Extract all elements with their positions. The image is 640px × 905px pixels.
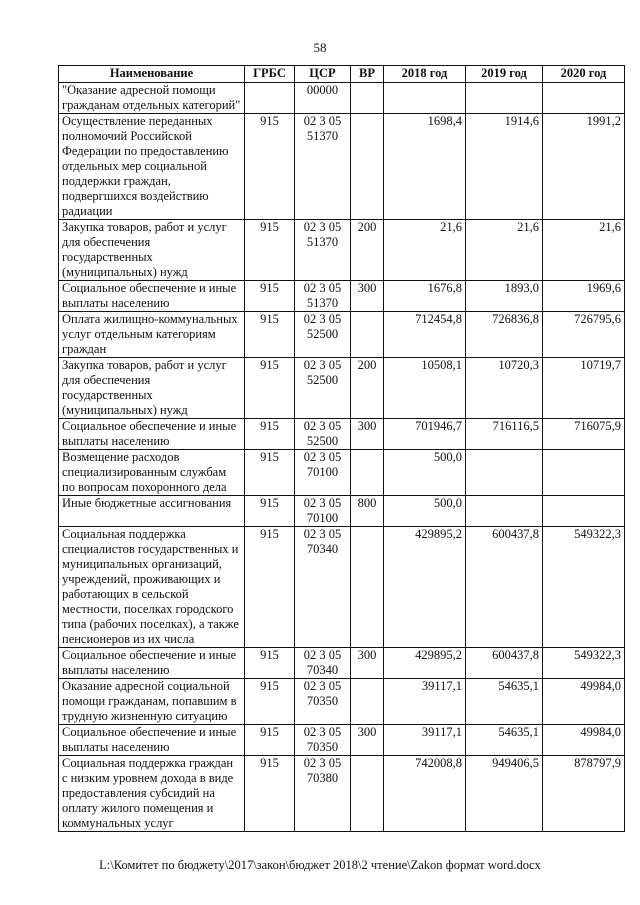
cell-y2020: 549322,3 <box>543 527 625 648</box>
cell-csr: 02 3 05 70100 <box>295 496 351 527</box>
table-row <box>59 312 625 358</box>
cell-csr: 02 3 05 70350 <box>295 679 351 725</box>
table-row <box>59 281 625 312</box>
cell-y2019: 949406,5 <box>466 756 543 832</box>
cell-vr <box>351 450 384 496</box>
cell-y2020: 49984,0 <box>543 679 625 725</box>
cell-csr: 02 3 05 70380 <box>295 756 351 832</box>
cell-grbs: 915 <box>245 220 295 281</box>
table-row <box>59 450 625 496</box>
cell-y2020: 726795,6 <box>543 312 625 358</box>
cell-grbs: 915 <box>245 527 295 648</box>
cell-y2019 <box>466 496 543 527</box>
table-row <box>59 220 625 281</box>
header-vr: ВР <box>351 66 384 83</box>
cell-name: Возмещение расходов специализированным службам по вопросам похоронного дела <box>59 450 245 496</box>
header-2019: 2019 год <box>466 66 543 83</box>
cell-csr: 00000 <box>295 83 351 114</box>
cell-vr: 300 <box>351 419 384 450</box>
cell-csr: 02 3 05 52500 <box>295 312 351 358</box>
cell-y2020 <box>543 450 625 496</box>
cell-vr <box>351 312 384 358</box>
cell-y2019 <box>466 83 543 114</box>
cell-csr: 02 3 05 51370 <box>295 220 351 281</box>
cell-y2019: 1893,0 <box>466 281 543 312</box>
cell-grbs: 915 <box>245 312 295 358</box>
table-row <box>59 679 625 725</box>
cell-vr: 800 <box>351 496 384 527</box>
cell-csr: 02 3 05 51370 <box>295 281 351 312</box>
cell-y2020: 1969,6 <box>543 281 625 312</box>
cell-vr <box>351 756 384 832</box>
cell-csr: 02 3 05 52500 <box>295 419 351 450</box>
table-row <box>59 756 625 832</box>
cell-name: Социальное обеспечение и иные выплаты населению <box>59 281 245 312</box>
cell-name: Социальная поддержка граждан с низким уровнем дохода в виде предоставления субсидий на оплату жилого помещения и коммунальных услуг <box>59 756 245 832</box>
cell-name: Осуществление переданных полномочий Российской Федерации по предоставлению отдельных мер социальной поддержки граждан, подвергшихся воздействию радиации <box>59 114 245 220</box>
cell-y2019: 600437,8 <box>466 527 543 648</box>
cell-y2018: 1676,8 <box>384 281 466 312</box>
cell-y2020: 10719,7 <box>543 358 625 419</box>
cell-name: Иные бюджетные ассигнования <box>59 496 245 527</box>
cell-y2018: 429895,2 <box>384 648 466 679</box>
cell-y2020: 549322,3 <box>543 648 625 679</box>
cell-name: Оплата жилищно-коммунальных услуг отдельным категориям граждан <box>59 312 245 358</box>
cell-vr: 300 <box>351 281 384 312</box>
cell-y2018: 39117,1 <box>384 679 466 725</box>
cell-csr: 02 3 05 70350 <box>295 725 351 756</box>
cell-y2020: 21,6 <box>543 220 625 281</box>
cell-y2018: 712454,8 <box>384 312 466 358</box>
cell-y2019: 54635,1 <box>466 679 543 725</box>
cell-vr: 300 <box>351 725 384 756</box>
cell-name: Закупка товаров, работ и услуг для обеспечения государственных (муниципальных) нужд <box>59 358 245 419</box>
cell-y2018: 500,0 <box>384 450 466 496</box>
cell-y2019: 21,6 <box>466 220 543 281</box>
header-csr: ЦСР <box>295 66 351 83</box>
cell-y2019 <box>466 450 543 496</box>
cell-grbs: 915 <box>245 679 295 725</box>
cell-y2018: 21,6 <box>384 220 466 281</box>
budget-table <box>58 65 625 832</box>
cell-vr: 200 <box>351 358 384 419</box>
cell-csr: 02 3 05 70100 <box>295 450 351 496</box>
cell-vr <box>351 114 384 220</box>
cell-y2018: 1698,4 <box>384 114 466 220</box>
table-row <box>59 83 625 114</box>
cell-vr: 300 <box>351 648 384 679</box>
cell-grbs: 915 <box>245 450 295 496</box>
table-row <box>59 527 625 648</box>
cell-vr <box>351 527 384 648</box>
table-row <box>59 419 625 450</box>
cell-y2019: 716116,5 <box>466 419 543 450</box>
cell-vr <box>351 679 384 725</box>
cell-name: Социальная поддержка специалистов государственных и муниципальных организаций, учреждений, проживающих и работающих в сельской местности, поселках городского типа (рабочих поселках), а также пенсионеров из их числа <box>59 527 245 648</box>
cell-grbs: 915 <box>245 114 295 220</box>
cell-grbs: 915 <box>245 358 295 419</box>
page-number: 58 <box>313 40 327 55</box>
table-row <box>59 496 625 527</box>
cell-name: Социальное обеспечение и иные выплаты населению <box>59 419 245 450</box>
cell-y2018: 500,0 <box>384 496 466 527</box>
cell-y2019: 54635,1 <box>466 725 543 756</box>
cell-name: Закупка товаров, работ и услуг для обеспечения государственных (муниципальных) нужд <box>59 220 245 281</box>
cell-y2018: 429895,2 <box>384 527 466 648</box>
cell-y2018: 742008,8 <box>384 756 466 832</box>
header-grbs: ГРБС <box>245 66 295 83</box>
cell-y2018: 10508,1 <box>384 358 466 419</box>
cell-grbs: 915 <box>245 756 295 832</box>
cell-y2020: 878797,9 <box>543 756 625 832</box>
cell-y2020: 1991,2 <box>543 114 625 220</box>
cell-grbs <box>245 83 295 114</box>
header-2018: 2018 год <box>384 66 466 83</box>
cell-grbs: 915 <box>245 648 295 679</box>
cell-y2020 <box>543 83 625 114</box>
table-row <box>59 648 625 679</box>
header-2020: 2020 год <box>543 66 625 83</box>
cell-grbs: 915 <box>245 281 295 312</box>
cell-name: "Оказание адресной помощи гражданам отдельных категорий" <box>59 83 245 114</box>
cell-grbs: 915 <box>245 496 295 527</box>
cell-y2018: 701946,7 <box>384 419 466 450</box>
table-row <box>59 114 625 220</box>
cell-name: Социальное обеспечение и иные выплаты населению <box>59 648 245 679</box>
cell-vr <box>351 83 384 114</box>
cell-y2018: 39117,1 <box>384 725 466 756</box>
cell-vr: 200 <box>351 220 384 281</box>
table-header-row <box>59 66 625 83</box>
cell-y2020: 716075,9 <box>543 419 625 450</box>
cell-name: Оказание адресной социальной помощи гражданам, попавшим в трудную жизненную ситуацию <box>59 679 245 725</box>
table-row <box>59 358 625 419</box>
cell-y2019: 600437,8 <box>466 648 543 679</box>
cell-grbs: 915 <box>245 419 295 450</box>
cell-y2019: 726836,8 <box>466 312 543 358</box>
cell-csr: 02 3 05 52500 <box>295 358 351 419</box>
cell-y2020: 49984,0 <box>543 725 625 756</box>
cell-csr: 02 3 05 70340 <box>295 648 351 679</box>
cell-y2019: 1914,6 <box>466 114 543 220</box>
footer-file-path: L:\Комитет по бюджету\2017\закон\бюджет 2018\2 чтение\Zakon формат word.docx <box>99 858 541 872</box>
cell-csr: 02 3 05 70340 <box>295 527 351 648</box>
cell-y2019: 10720,3 <box>466 358 543 419</box>
cell-name: Социальное обеспечение и иные выплаты населению <box>59 725 245 756</box>
cell-csr: 02 3 05 51370 <box>295 114 351 220</box>
cell-y2018 <box>384 83 466 114</box>
cell-grbs: 915 <box>245 725 295 756</box>
table-row <box>59 725 625 756</box>
cell-y2020 <box>543 496 625 527</box>
header-name: Наименование <box>59 66 245 83</box>
